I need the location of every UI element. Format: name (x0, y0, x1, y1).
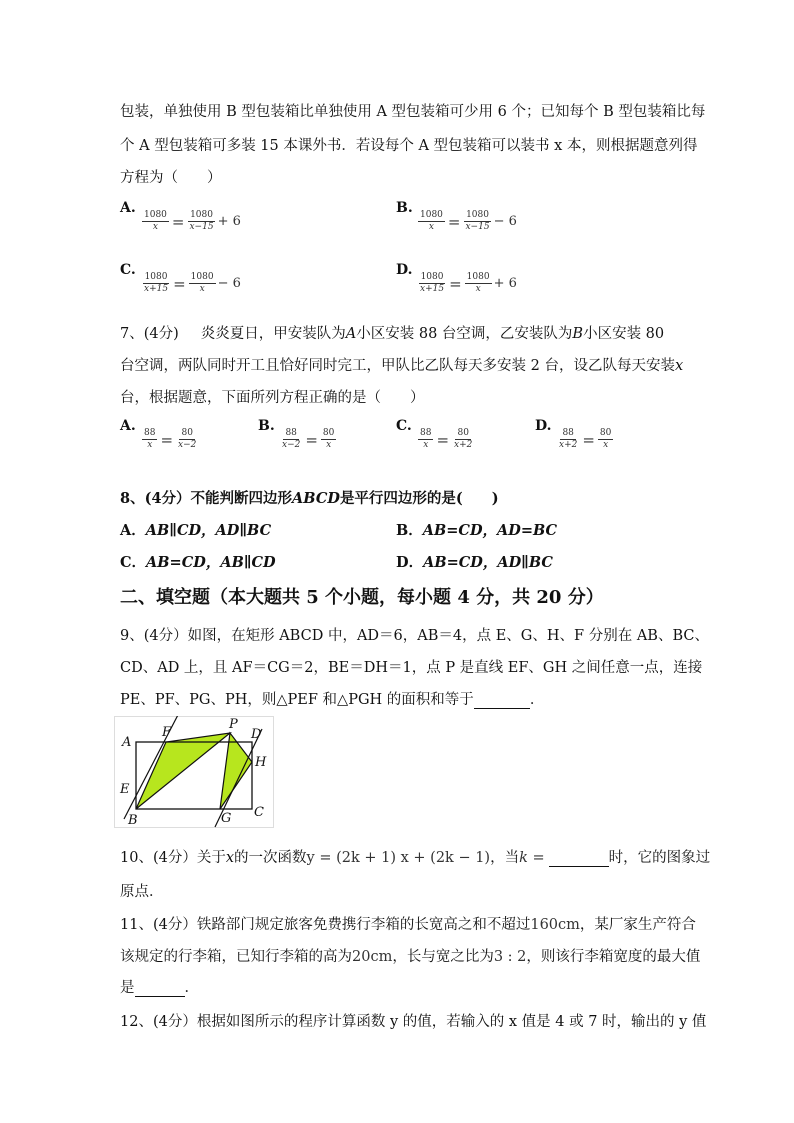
option-text: AB∥CD，AD∥BC (145, 522, 272, 539)
q10-line-2: 原点． (120, 884, 164, 900)
denominator: x (423, 440, 429, 450)
q6-option-b-label: B. (396, 200, 413, 216)
q7-text: 炎炎夏日，甲安装队为 (200, 326, 346, 342)
denominator: x (603, 440, 609, 450)
label-a: A (122, 735, 132, 750)
q11-ratio: 3 : 2 (493, 949, 527, 965)
q8-text: 8、(4分）不能判断四边形 (120, 490, 293, 507)
option-label: C． (120, 554, 147, 571)
q6-option-c-label: C. (120, 262, 136, 278)
q8-option-a (120, 519, 271, 540)
q12-line-1: 12、(4分）根据如图所示的程序计算函数 y 的值，若输入的 x 值是 4 或 7 时，输出的 y 值 (120, 1014, 707, 1030)
denominator: x+2 (454, 440, 473, 450)
denominator: x (147, 440, 153, 450)
equation-tail: + 6 (217, 214, 241, 229)
denominator: x (475, 284, 481, 294)
q6-option-a-equation: $\frac{1080}{x}$ = $\frac{1080}{x-15}$ + 6 (144, 210, 241, 232)
denominator: x (428, 222, 434, 232)
numerator: 80 (322, 428, 335, 438)
q9-line-3 (120, 688, 544, 709)
q9-text: PE、PF、PG、PH，则△PEF 和△PGH 的面积和等于 (120, 692, 474, 708)
q10-text: 的一次函数 (234, 850, 307, 866)
numerator: 1080 (420, 210, 443, 220)
q9-line-2: CD、AD 上，且 AF＝CG＝2，BE＝DH＝1，点 P 是直线 EF、GH 之间任意一点，连接 (120, 660, 703, 676)
numerator: 1080 (144, 210, 167, 220)
numerator: 1080 (190, 210, 213, 220)
label-g: G (221, 811, 232, 826)
label-p: P (229, 717, 238, 732)
numerator: 80 (599, 428, 612, 438)
numerator: 1080 (190, 272, 214, 282)
option-label: B． (396, 522, 423, 539)
triangle-pgh (220, 733, 252, 809)
label-h: H (255, 755, 267, 770)
q8-stem (120, 487, 499, 508)
q7-text: 小区安装 80 (583, 326, 665, 342)
q11-line-1 (120, 913, 696, 934)
var-x: x (225, 850, 235, 866)
numerator: 1080 (466, 210, 489, 220)
q11-line-2 (120, 945, 700, 966)
denominator: x (199, 284, 205, 294)
q7-text: 台空调，两队同时开工且恰好同时完工，甲队比乙队每天多安装 2 台，设乙队每天安装 (120, 358, 675, 374)
q11-line-3 (120, 976, 199, 997)
numerator: 88 (285, 428, 297, 438)
q10-formula: y = (2k + 1) x + (2k − 1) (306, 850, 491, 866)
numerator: 1080 (144, 272, 168, 282)
option-text: AB=CD，AD=BC (422, 522, 558, 539)
label-b: B (128, 813, 138, 828)
option-label: A． (120, 522, 146, 539)
q11-text: 11、(4分）铁路部门规定旅客免费携行李箱的长宽高之和不超过 (120, 917, 531, 933)
var-abcd: ABCD (292, 490, 340, 507)
q7-option-d-label: D. (535, 418, 552, 434)
option-text: AB=CD，AB∥CD (146, 554, 276, 571)
q7-option-a-label: A. (120, 418, 136, 434)
q8-option-b (396, 519, 557, 540)
q9-text: ． (529, 692, 545, 708)
denominator: x−2 (282, 440, 301, 450)
figure-border (115, 717, 274, 828)
q10-text: ，当 (490, 850, 520, 866)
q7-option-a-equation: $\frac{88}{x}$ = $\frac{80}{x-2}$ (144, 428, 197, 450)
denominator: x (152, 222, 158, 232)
q7-option-d-equation: $\frac{88}{x+2}$ = $\frac{80}{x}$ (559, 428, 612, 450)
q7-line-2 (120, 354, 683, 375)
q10-line-1 (120, 846, 710, 867)
denominator: x+2 (559, 440, 578, 450)
q6-line-1: 包装，单独使用 B 型包装箱比单独使用 A 型包装箱可少用 6 个；已知每个 B 型包装箱比每 (120, 104, 706, 120)
var-b: B (572, 326, 584, 342)
numerator: 80 (181, 428, 193, 438)
denominator: x−15 (465, 222, 490, 232)
q6-option-b-equation: $\frac{1080}{x}$ = $\frac{1080}{x-15}$ − 6 (420, 210, 517, 232)
denominator: x+15 (420, 284, 445, 294)
numerator: 88 (562, 428, 574, 438)
label-c: C (254, 805, 264, 820)
var-a: A (345, 326, 357, 342)
q11-text: ，则该行李箱宽度的最大值 (526, 949, 701, 965)
numerator: 1080 (420, 272, 444, 282)
denominator: x+15 (144, 284, 169, 294)
q6-line-2: 个 A 型包装箱可多装 15 本课外书．若设每个 A 型包装箱可以装书 x 本，则根据题意列得 (120, 138, 698, 154)
var-k: k = (519, 850, 545, 866)
numerator: 80 (457, 428, 469, 438)
q7-option-b-label: B. (258, 418, 275, 434)
q7-line-1 (120, 322, 664, 343)
q8-text: 是平行四边形的是( ) (339, 490, 499, 507)
answer-blank[interactable] (474, 708, 530, 709)
q9-line-1: 9、(4分）如图，在矩形 ABCD 中，AD＝6，AB＝4，点 E、G、H、F 分别在 AB、BC、 (120, 628, 709, 644)
q8-option-c (120, 551, 276, 572)
label-e: E (120, 782, 130, 797)
q10-text: 时，它的图象过 (608, 850, 711, 866)
q7-option-c-equation: $\frac{88}{x}$ = $\frac{80}{x+2}$ (420, 428, 473, 450)
q9-figure (114, 716, 274, 828)
answer-blank[interactable] (549, 866, 609, 867)
q11-text: 该规定的行李箱，已知行李箱的高为 (120, 949, 352, 965)
equation-tail: − 6 (217, 276, 241, 291)
q6-option-d-equation: $\frac{1080}{x+15}$ = $\frac{1080}{x}$ + 6 (420, 272, 517, 294)
label-d: D (251, 727, 262, 742)
q11-text: ，长与宽之比为 (392, 949, 494, 965)
q7-prefix: 7、(4分) (120, 326, 179, 342)
q6-option-d-label: D. (396, 262, 413, 278)
equation-tail: + 6 (493, 276, 517, 291)
q11-value: 20cm (352, 949, 393, 965)
answer-blank[interactable] (135, 996, 185, 997)
option-label: D． (396, 554, 424, 571)
q7-option-b-equation: $\frac{88}{x-2}$ = $\frac{80}{x}$ (282, 428, 335, 450)
q11-text: ，某厂家生产符合 (579, 917, 696, 933)
q6-option-a-label: A. (120, 200, 136, 216)
denominator: x (326, 440, 332, 450)
q6-option-c-equation: $\frac{1080}{x+15}$ = $\frac{1080}{x}$ − 6 (144, 272, 241, 294)
q10-text: 10、(4分）关于 (120, 850, 226, 866)
q11-value: 160cm (530, 917, 580, 933)
option-text: AB=CD，AD∥BC (423, 554, 553, 571)
equation-tail: − 6 (493, 214, 517, 229)
q8-option-d (396, 551, 553, 572)
denominator: x−2 (178, 440, 197, 450)
q11-text: 是 (120, 980, 135, 996)
q11-text: ． (184, 980, 199, 996)
var-x: x (674, 358, 684, 374)
label-f: F (162, 725, 172, 740)
triangle-pef (136, 733, 230, 809)
numerator: 88 (420, 428, 432, 438)
numerator: 1080 (466, 272, 490, 282)
q6-line-3: 方程为（ ） (120, 170, 222, 186)
numerator: 88 (144, 428, 156, 438)
q7-text: 小区安装 88 台空调，乙安装队为 (356, 326, 573, 342)
section-heading: 二、填空题（本大题共 5 个小题，每小题 4 分，共 20 分） (120, 587, 604, 608)
denominator: x−15 (189, 222, 214, 232)
q7-option-c-label: C. (396, 418, 412, 434)
q7-line-3: 台，根据题意，下面所列方程正确的是（ ） (120, 390, 425, 406)
